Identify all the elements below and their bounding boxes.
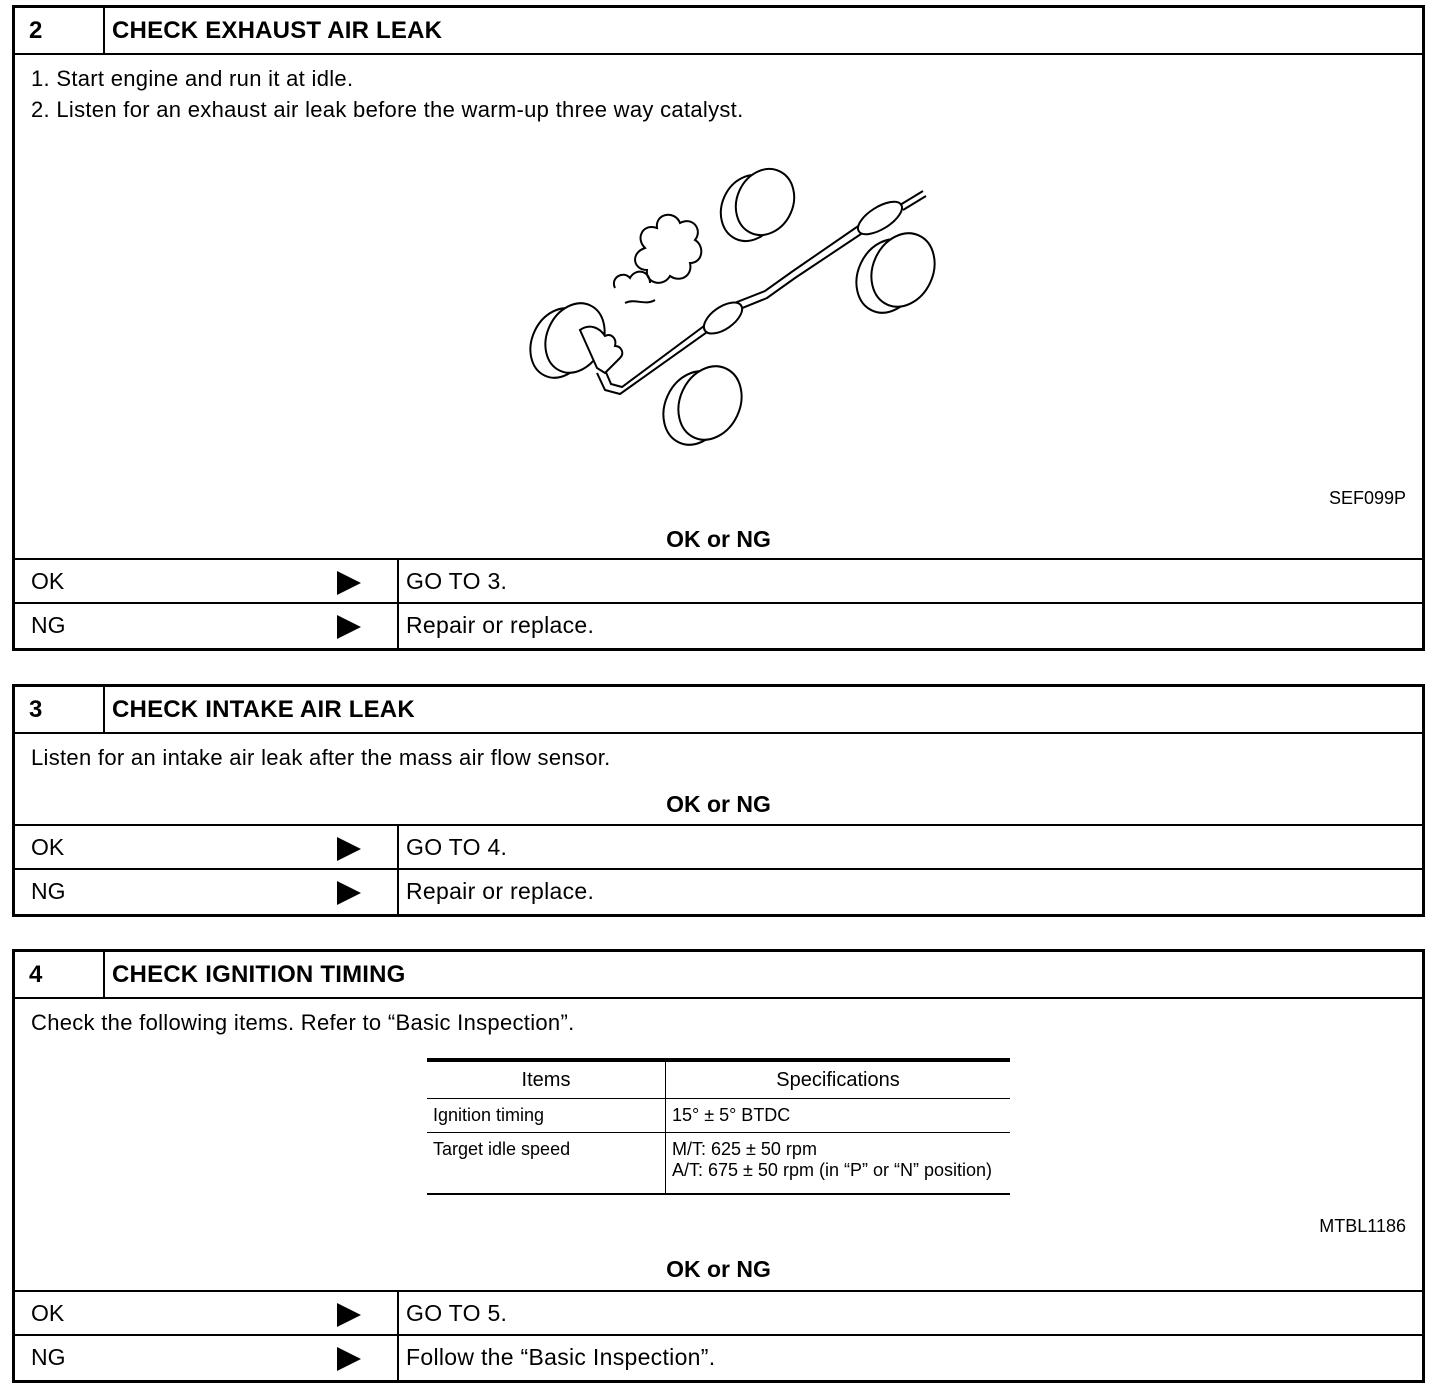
step-title: CHECK INTAKE AIR LEAK [112,696,415,723]
arrow-right-icon [337,1347,361,1371]
outcome-label: NG [31,878,66,904]
outcome-row-ng [15,1334,1422,1380]
outcome-row-ok [15,1290,1422,1336]
spec-value: M/T: 625 ± 50 rpm [672,1139,817,1159]
wheel-rear-left [652,356,753,455]
step-number: 4 [29,961,43,988]
wheel-front-right [710,159,804,250]
wheel-rear-right [845,223,945,323]
arrow-right-icon [337,615,361,639]
result-label: OK or NG [666,791,771,817]
arrow-right-icon [337,1303,361,1327]
outcome-action: Follow the “Basic Inspection”. [406,1344,716,1370]
step-4-header [15,952,1422,999]
table-row [427,1133,1010,1195]
step-number: 2 [29,17,43,44]
instruction-line: Listen for an intake air leak after the mass air flow sensor. [31,745,611,770]
outcome-row-ng [15,868,1422,914]
step-title: CHECK EXHAUST AIR LEAK [112,17,443,44]
instruction-line: Check the following items. Refer to “Basic Inspection”. [31,1010,575,1035]
arrow-right-icon [337,881,361,905]
spec-table [427,1058,1010,1195]
outcome-row-ok [15,558,1422,604]
outcome-action: GO TO 4. [406,834,508,860]
step-number: 3 [29,696,43,723]
step-3-header [15,687,1422,734]
result-label: OK or NG [666,1256,771,1282]
step-title: CHECK IGNITION TIMING [112,961,406,988]
outcome-action: GO TO 3. [406,568,508,594]
outcome-action: GO TO 5. [406,1300,508,1326]
result-label: OK or NG [666,526,771,552]
spec-item: Target idle speed [427,1133,666,1195]
exhaust-leak-illustration [505,158,945,458]
spec-value: 15° ± 5° BTDC [666,1099,1011,1133]
table-row [427,1099,1010,1133]
spec-value: A/T: 675 ± 50 rpm (in “P” or “N” position) [672,1160,992,1180]
outcome-action: Repair or replace. [406,612,595,638]
step-2-header [15,8,1422,55]
instruction-line: 2. Listen for an exhaust air leak before the warm-up three way catalyst. [31,97,744,122]
outcome-row-ok [15,824,1422,870]
spec-header-specifications: Specifications [666,1060,1011,1099]
figure-id: SEF099P [1328,488,1406,508]
spec-header-items: Items [427,1060,666,1099]
step-3-box [12,684,1425,917]
outcome-action: Repair or replace. [406,878,595,904]
outcome-label: NG [31,1344,66,1370]
step-4-box [12,949,1425,1383]
instruction-line: 1. Start engine and run it at idle. [31,66,354,91]
spec-item: Ignition timing [427,1099,666,1133]
arrow-right-icon [337,837,361,861]
spec-value-cell [666,1133,1011,1195]
step-2-box [12,5,1425,651]
outcome-label: OK [31,568,65,594]
outcome-label: OK [31,1300,65,1326]
outcome-label: OK [31,834,65,860]
table-id: MTBL1186 [1319,1216,1406,1236]
arrow-right-icon [337,571,361,595]
outcome-row-ng [15,602,1422,648]
outcome-label: NG [31,612,66,638]
